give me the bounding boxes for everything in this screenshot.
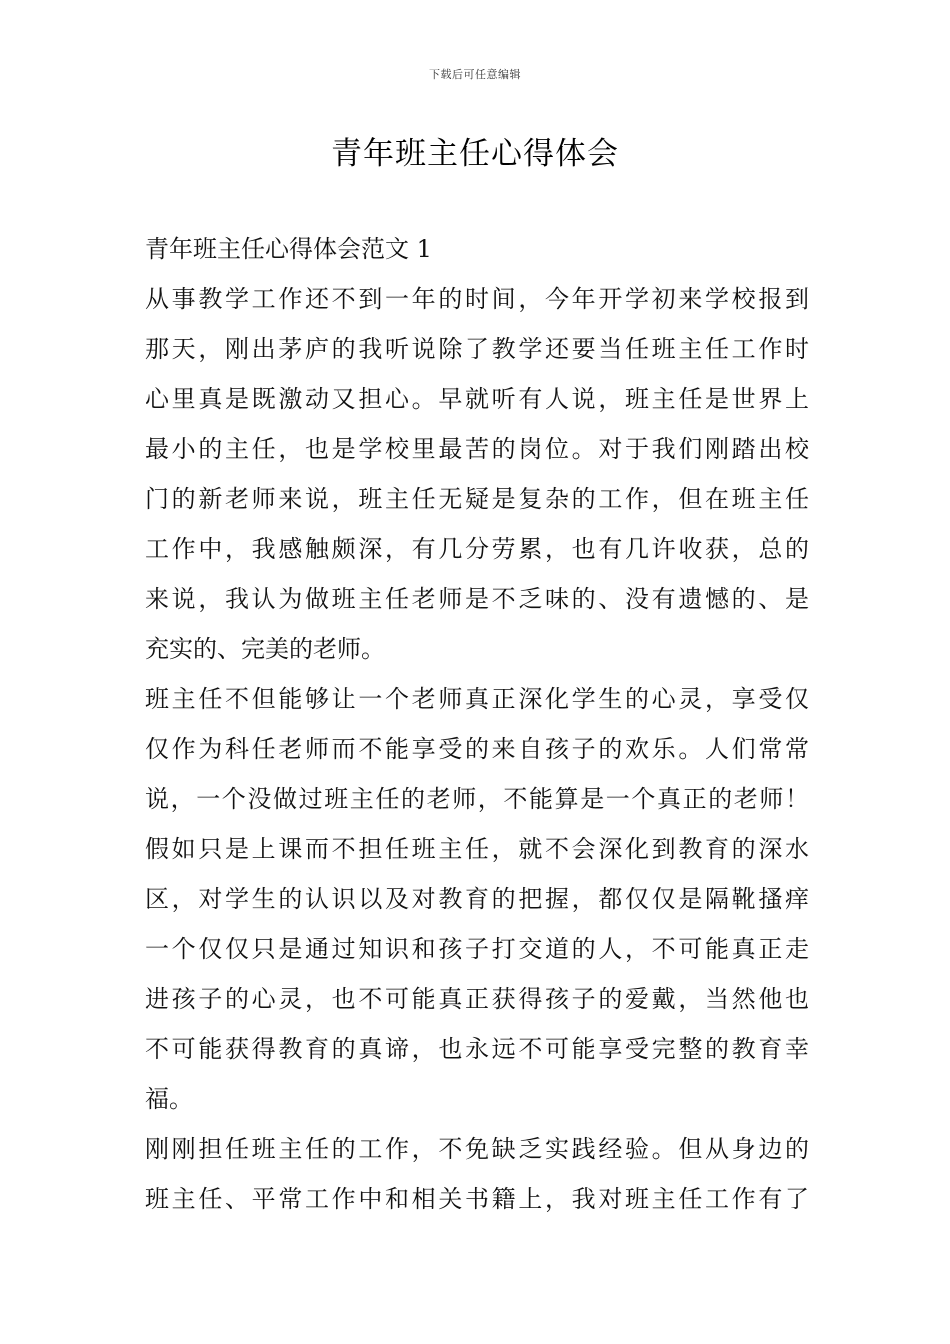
- text-line: 说，一个没做过班主任的老师，不能算是一个真正的老师！: [145, 785, 809, 813]
- document-body: [145, 224, 809, 1224]
- text-line: 假如只是上课而不担任班主任，就不会深化到教育的深水: [145, 835, 809, 863]
- text-line: 心里真是既激动又担心。早就听有人说，班主任是世界上: [145, 385, 809, 413]
- text-line: 一个仅仅只是通过知识和孩子打交道的人，不可能真正走: [145, 935, 809, 963]
- page-title: 青年班主任心得体会: [331, 136, 619, 172]
- text-line: 班主任不但能够让一个老师真正深化学生的心灵，享受仅: [145, 685, 809, 713]
- text-line: 那天，刚出茅庐的我听说除了教学还要当任班主任工作时: [145, 335, 809, 363]
- text-line: 最小的主任，也是学校里最苦的岗位。对于我们刚踏出校: [145, 435, 809, 463]
- paragraph-2: [145, 674, 809, 1124]
- text-line: 进孩子的心灵，也不可能真正获得孩子的爱戴，当然他也: [145, 985, 809, 1013]
- text-line: 充实的、完美的老师。: [145, 635, 385, 663]
- text-line: 不可能获得教育的真谛，也永远不可能享受完整的教育幸: [145, 1035, 809, 1063]
- text-line: 班主任、平常工作中和相关书籍上，我对班主任工作有了: [145, 1185, 809, 1213]
- text-line: 区，对学生的认识以及对教育的把握，都仅仅是隔靴搔痒: [145, 885, 809, 913]
- text-line: 门的新老师来说，班主任无疑是复杂的工作，但在班主任: [145, 485, 809, 513]
- paragraph-1: [145, 274, 809, 674]
- text-line: 刚刚担任班主任的工作，不免缺乏实践经验。但从身边的: [145, 1135, 809, 1163]
- header-note: 下载后可任意编辑: [429, 68, 521, 81]
- text-line: 福。: [145, 1085, 193, 1113]
- text-line: 来说，我认为做班主任老师是不乏味的、没有遗憾的、是: [145, 585, 809, 613]
- section-heading: 青年班主任心得体会范文 1: [145, 235, 432, 263]
- text-line: 工作中，我感触颇深，有几分劳累，也有几许收获，总的: [145, 535, 809, 563]
- text-line: 仅作为科任老师而不能享受的来自孩子的欢乐。人们常常: [145, 735, 809, 763]
- paragraph-3: [145, 1124, 809, 1224]
- text-line: 从事教学工作还不到一年的时间，今年开学初来学校报到: [145, 285, 809, 313]
